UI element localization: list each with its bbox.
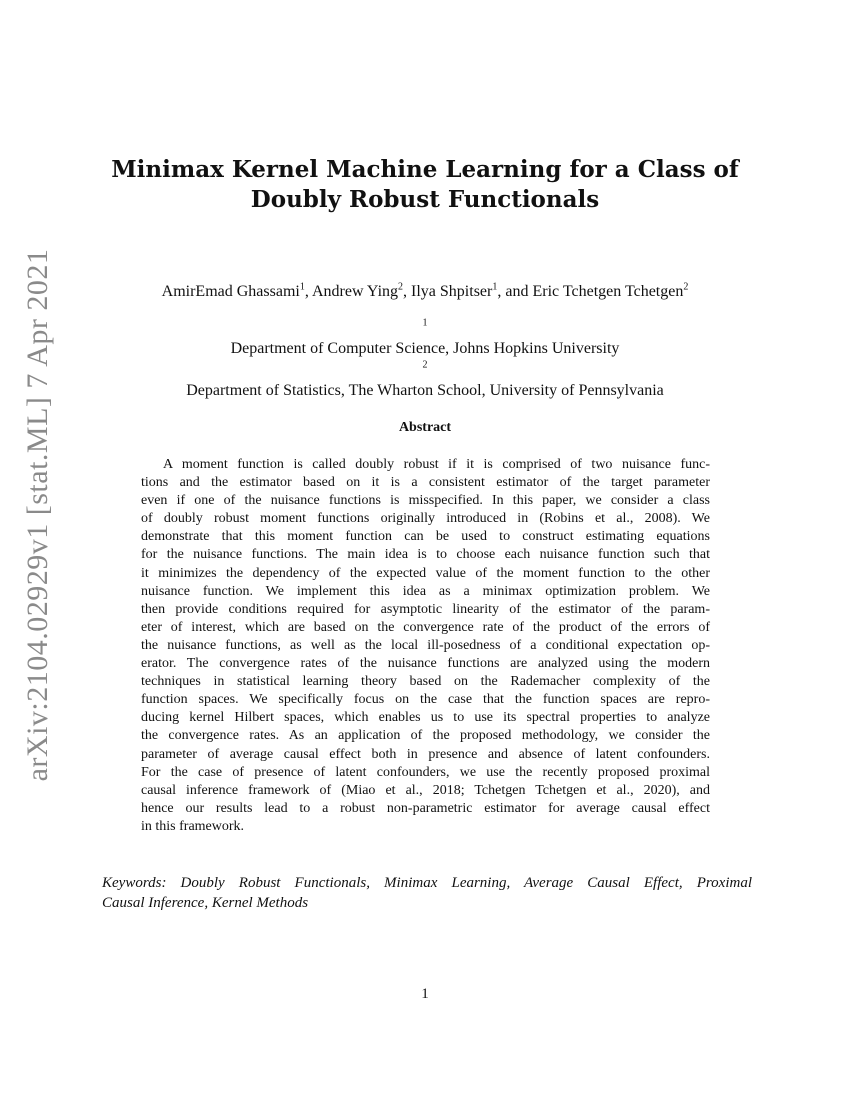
affiliation-marker: 2 (683, 281, 689, 293)
abstract-line: eter of interest, which are based on the convergence rate of the product of the errors of (141, 619, 710, 635)
abstract-line: A moment function is called doubly robust if it is comprised of two nuisance func- (163, 457, 710, 472)
abstract-line: even if one of the nuisance functions is misspecified. In this paper, we consider a class (141, 493, 710, 509)
abstract-line: techniques in statistical learning theory based on the Rademacher complexity of the (141, 674, 710, 690)
affiliation-marker: 1 (492, 281, 498, 293)
author-separator: , and (497, 283, 533, 300)
abstract-line: tions and the estimator based on it is a consistent estimator of the target parameter (141, 475, 710, 491)
keywords (102, 873, 752, 913)
arxiv-identifier-stamp: arXiv:2104.02929v1 [stat.ML] 7 Apr 2021 (21, 248, 54, 782)
abstract-line: it minimizes the dependency of the expected value of the moment function to the other (141, 565, 710, 581)
abstract-line: erator. The convergence rates of the nuisance functions are analyzed using the modern (141, 656, 710, 672)
abstract-heading: Abstract (398, 420, 452, 435)
abstract-line: ducing kernel Hilbert spaces, which enables us to use its spectral properties to analyze (141, 710, 710, 726)
affiliation-marker: 2 (398, 281, 404, 293)
page-number: 1 (421, 986, 429, 1002)
affiliation-text: Department of Statistics, The Wharton School, University of Pennsylvania (186, 382, 664, 399)
affiliation (80, 359, 770, 401)
abstract-line: for the nuisance functions. The main idea is to choose each nuisance function such that (141, 547, 710, 563)
author-name: AmirEmad Ghassami (161, 283, 300, 300)
author-separator: , (304, 283, 312, 300)
author-name: Ilya Shpitser (411, 283, 493, 300)
affiliation-marker: 2 (422, 359, 428, 371)
abstract-line: in this framework. (141, 818, 245, 834)
author-separator: , (403, 283, 412, 300)
title-line: Doubly Robust Functionals (250, 186, 600, 213)
abstract-line: the convergence rates. As an application of the proposed methodology, we consider the (141, 728, 710, 744)
paper-title (100, 155, 750, 215)
affiliation-text: Department of Computer Science, Johns Hopkins University (230, 340, 620, 357)
author-list (80, 283, 770, 301)
affiliation-marker: 1 (422, 317, 428, 329)
keywords-line: Causal Inference, Kernel Methods (102, 895, 309, 911)
abstract-line: of doubly robust moment functions originally introduced in (Robins et al., 2008). We (141, 511, 710, 527)
abstract-line: causal inference framework of (Miao et al., 2018; Tchetgen Tchetgen et al., 2020), and (141, 782, 710, 798)
abstract-line: function spaces. We specifically focus on the case that the function spaces are repro- (141, 692, 710, 708)
abstract-line: nuisance function. We implement this idea as a minimax optimization problem. We (141, 583, 710, 599)
affiliation-marker: 1 (299, 281, 305, 293)
abstract-line: the nuisance functions, as well as the local ill-posedness of a conditional expectation op- (141, 637, 710, 653)
abstract-line: then provide conditions required for asymptotic linearity of the estimator of the param- (141, 601, 710, 617)
title-line: Minimax Kernel Machine Learning for a Class of (111, 156, 739, 183)
abstract-line: parameter of average causal effect both in presence and absence of latent confounders. (141, 746, 710, 762)
abstract-line: hence our results lead to a robust non-parametric estimator for average causal effect (141, 800, 710, 816)
affiliation-list (80, 317, 770, 401)
author-name: Andrew Ying (311, 283, 399, 300)
author-name: Eric Tchetgen Tchetgen (532, 283, 684, 300)
abstract-line: For the case of presence of latent confounders, we use the recently proposed proximal (141, 764, 710, 780)
abstract-line: demonstrate that this moment function can be used to construct estimating equations (141, 529, 710, 545)
abstract-body (141, 456, 710, 836)
keywords-line: Keywords: Doubly Robust Functionals, Minimax Learning, Average Causal Effect, Proximal (102, 875, 752, 891)
affiliation (80, 317, 770, 359)
